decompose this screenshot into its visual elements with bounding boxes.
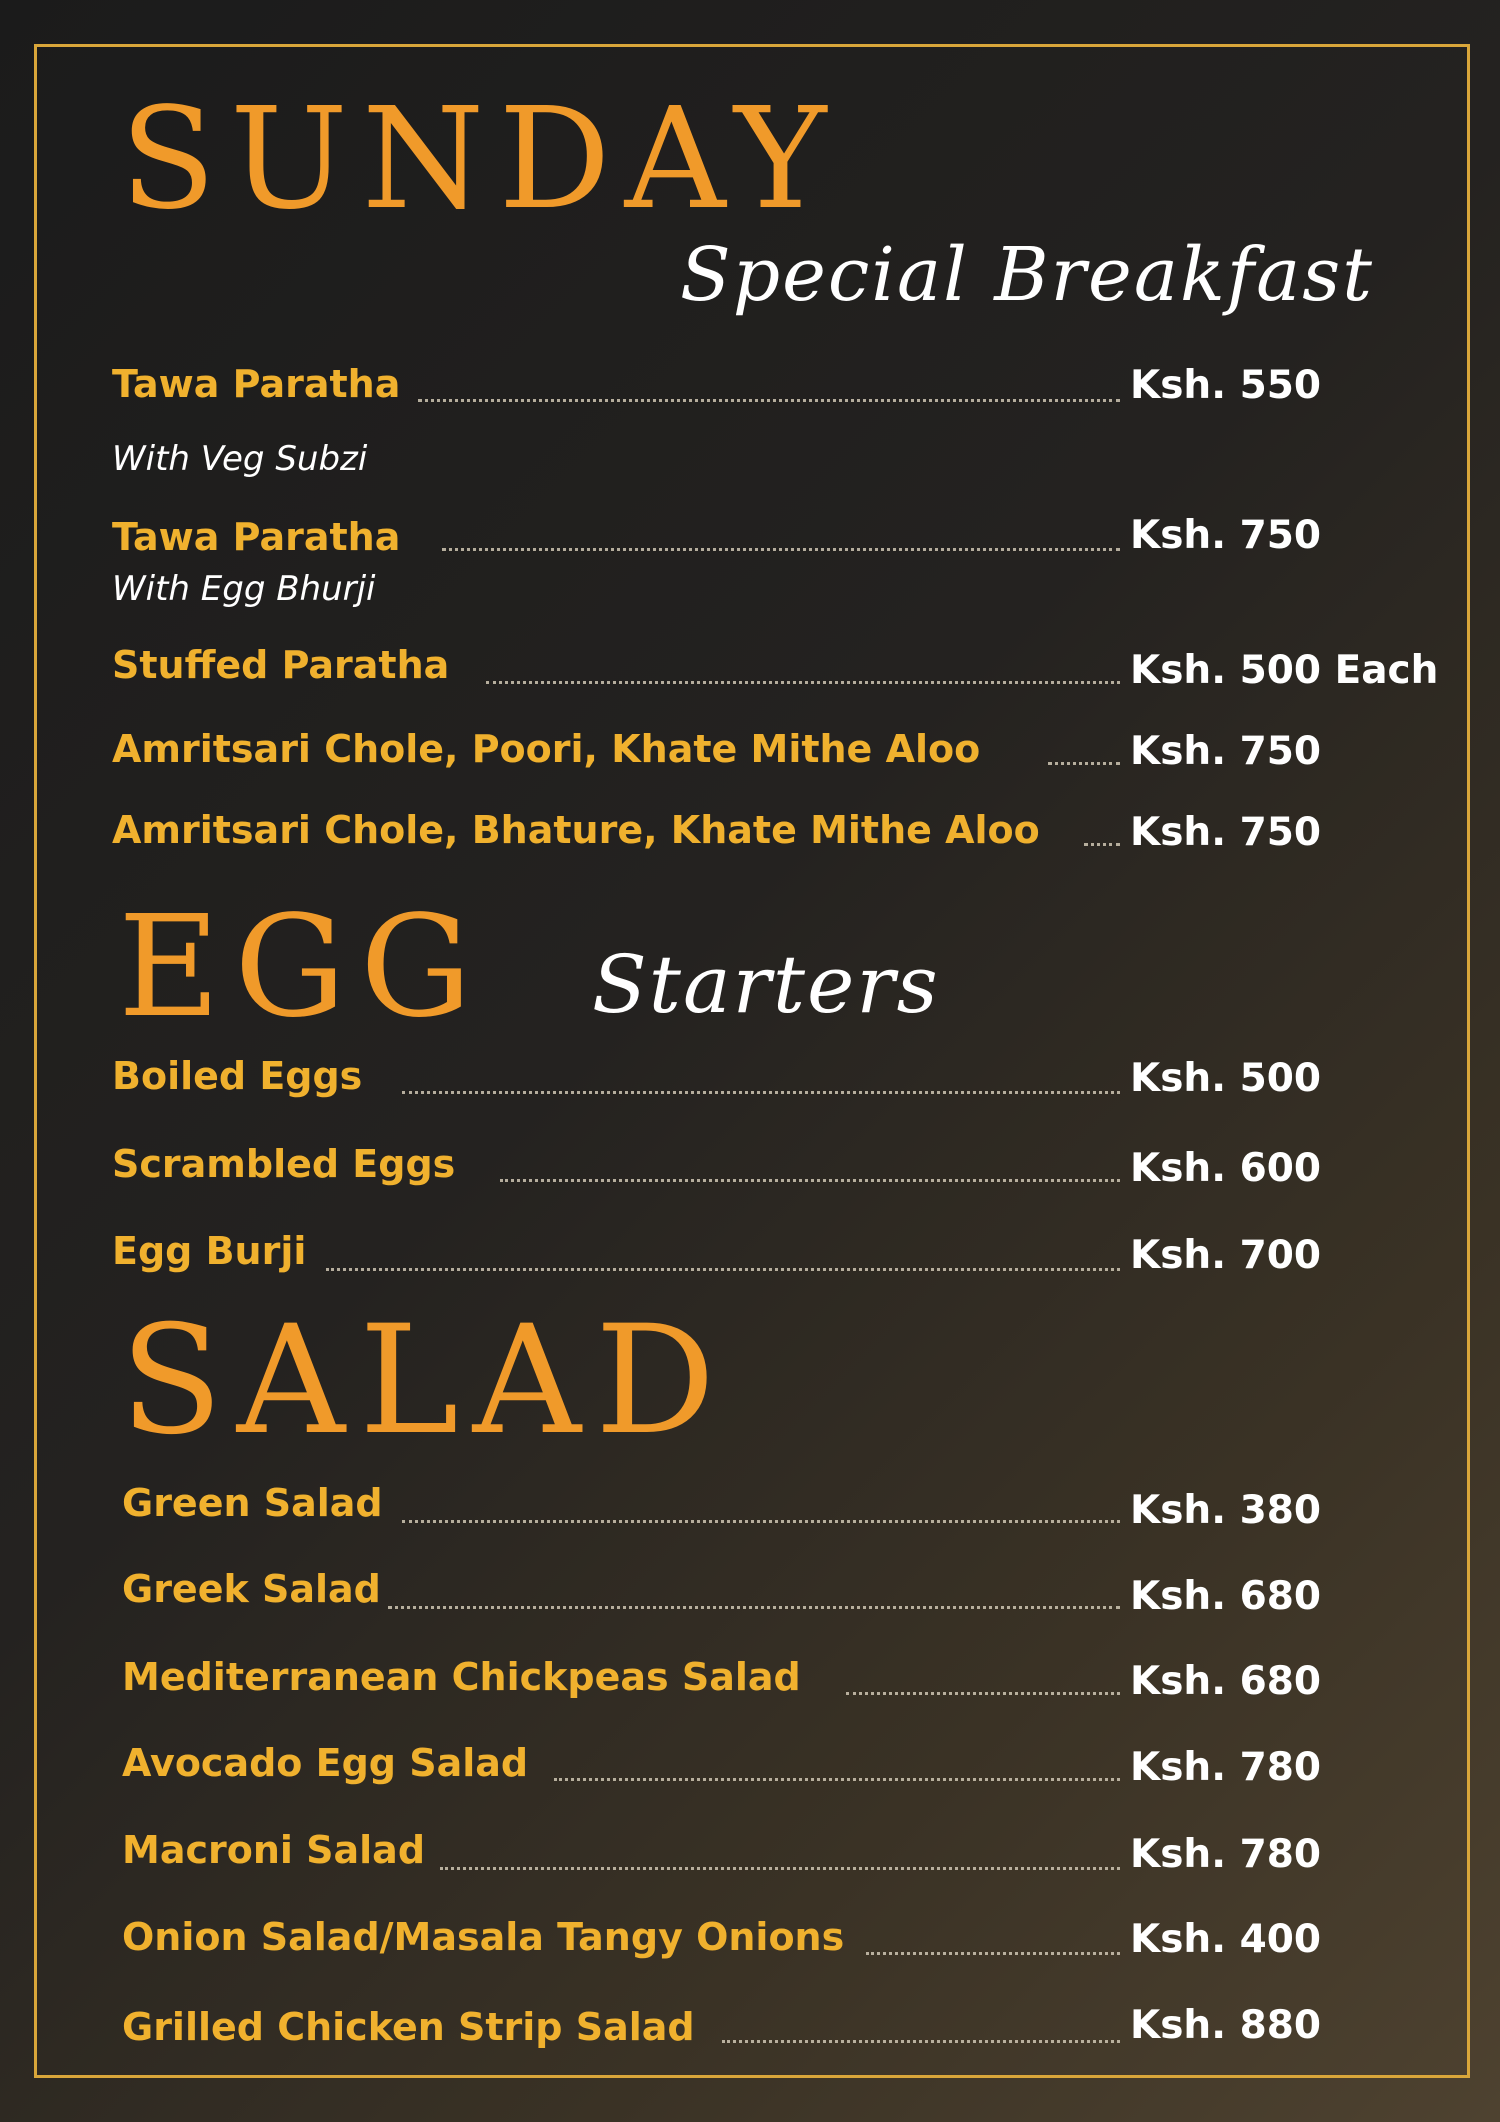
menu-item-name: Scrambled Eggs: [112, 1142, 456, 1186]
dot-leader: [500, 1179, 1120, 1182]
menu-item-note: With Egg Bhurji: [112, 569, 376, 609]
menu-item-note: With Veg Subzi: [112, 439, 368, 479]
dot-leader: [554, 1778, 1120, 1781]
menu-item-name: Green Salad: [122, 1481, 383, 1525]
menu-item-price: Ksh. 550: [1130, 363, 1322, 408]
dot-leader: [846, 1692, 1120, 1695]
dot-leader: [1084, 843, 1120, 846]
special-breakfast-subheading: Special Breakfast: [680, 232, 1375, 318]
starters-subheading: Starters: [592, 938, 940, 1031]
menu-item-name: Avocado Egg Salad: [122, 1741, 529, 1785]
menu-item-price: Ksh. 680: [1130, 1574, 1322, 1619]
dot-leader: [418, 399, 1120, 402]
menu-item-name: Tawa Paratha: [112, 515, 401, 559]
egg-heading: EGG: [118, 886, 486, 1049]
menu-item-name: Mediterranean Chickpeas Salad: [122, 1655, 801, 1699]
menu-item-name: Greek Salad: [122, 1567, 381, 1611]
menu-item-price: Ksh. 500: [1130, 1056, 1322, 1101]
dot-leader: [486, 681, 1120, 684]
dot-leader: [402, 1091, 1120, 1094]
dot-leader: [326, 1268, 1120, 1271]
menu-item-name: Amritsari Chole, Bhature, Khate Mithe Aloo: [112, 808, 1040, 852]
dot-leader: [442, 548, 1120, 551]
menu-item-price: Ksh. 700: [1130, 1233, 1322, 1278]
menu-item-price: Ksh. 780: [1130, 1832, 1322, 1877]
menu-item-name: Egg Burji: [112, 1229, 307, 1273]
menu-item-name: Amritsari Chole, Poori, Khate Mithe Aloo: [112, 727, 981, 771]
menu-item-name: Macroni Salad: [122, 1828, 426, 1872]
menu-item-name: Stuffed Paratha: [112, 643, 450, 687]
menu-item-price: Ksh. 380: [1130, 1488, 1322, 1533]
menu-item-name: Grilled Chicken Strip Salad: [122, 2005, 695, 2049]
dot-leader: [722, 2040, 1120, 2043]
menu-item-price: Ksh. 680: [1130, 1659, 1322, 1704]
menu-item-name: Onion Salad/Masala Tangy Onions: [122, 1915, 845, 1959]
dot-leader: [402, 1520, 1120, 1523]
dot-leader: [1048, 762, 1120, 765]
menu-item-name: Boiled Eggs: [112, 1054, 363, 1098]
salad-heading: SALAD: [120, 1294, 730, 1468]
dot-leader: [866, 1952, 1120, 1955]
dot-leader: [388, 1606, 1120, 1609]
menu-item-price: Ksh. 780: [1130, 1745, 1322, 1790]
menu-item-name: Tawa Paratha: [112, 362, 401, 406]
sunday-heading: SUNDAY: [120, 78, 841, 241]
menu-item-price: Ksh. 880: [1130, 2003, 1322, 2048]
menu-item-price: Ksh. 750: [1130, 513, 1322, 558]
menu-item-price: Ksh. 750: [1130, 810, 1322, 855]
dot-leader: [440, 1867, 1120, 1870]
menu-item-price: Ksh. 400: [1130, 1917, 1322, 1962]
menu-item-price: Ksh. 500 Each: [1130, 648, 1439, 693]
menu-item-price: Ksh. 750: [1130, 729, 1322, 774]
menu-item-price: Ksh. 600: [1130, 1146, 1322, 1191]
